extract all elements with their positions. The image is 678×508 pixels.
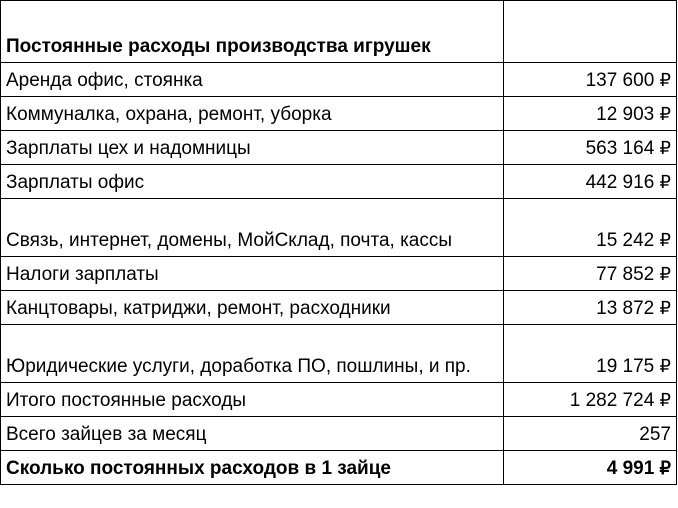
row-label: Аренда офис, стоянка xyxy=(1,63,504,97)
row-label: Юридические услуги, доработка ПО, пошлины, и пр. xyxy=(1,325,504,383)
row-label: Налоги зарплаты xyxy=(1,257,504,291)
row-label: Канцтовары, катриджи, ремонт, расходники xyxy=(1,291,504,325)
ruble-sign: ₽ xyxy=(659,138,671,158)
row-amount: 15 242 xyxy=(596,230,655,251)
row-amount: 257 xyxy=(639,424,671,445)
row-amount-cell xyxy=(504,257,677,291)
table-row xyxy=(1,199,677,257)
row-amount-cell xyxy=(504,199,677,257)
table-row xyxy=(1,257,677,291)
table-row-total xyxy=(1,383,677,417)
row-amount-cell xyxy=(504,325,677,383)
row-amount-cell xyxy=(504,417,677,451)
row-label: Итого постоянные расходы xyxy=(1,383,504,417)
table-row xyxy=(1,131,677,165)
row-amount: 13 872 xyxy=(596,298,655,319)
ruble-sign: ₽ xyxy=(659,356,671,376)
table-title: Постоянные расходы производства игрушек xyxy=(1,1,504,63)
table-row xyxy=(1,97,677,131)
row-amount: 19 175 xyxy=(596,356,655,377)
row-amount-cell xyxy=(504,97,677,131)
ruble-sign: ₽ xyxy=(659,70,671,90)
row-amount: 12 903 xyxy=(596,104,655,125)
table-row xyxy=(1,291,677,325)
row-amount-cell xyxy=(504,383,677,417)
ruble-sign: ₽ xyxy=(659,264,671,284)
row-amount: 137 600 xyxy=(585,70,655,91)
ruble-sign: ₽ xyxy=(659,458,671,478)
row-label: Всего зайцев за месяц xyxy=(1,417,504,451)
row-amount: 4 991 xyxy=(606,458,655,479)
table-row xyxy=(1,165,677,199)
ruble-sign: ₽ xyxy=(659,104,671,124)
row-amount: 563 164 xyxy=(585,138,655,159)
ruble-sign: ₽ xyxy=(659,298,671,318)
row-label: Сколько постоянных расходов в 1 зайце xyxy=(1,451,504,485)
ruble-sign: ₽ xyxy=(659,230,671,250)
row-amount: 442 916 xyxy=(585,172,655,193)
row-amount-cell xyxy=(504,165,677,199)
ruble-sign: ₽ xyxy=(659,172,671,192)
row-label: Зарплаты офис xyxy=(1,165,504,199)
row-amount-cell xyxy=(504,131,677,165)
table-row-count xyxy=(1,417,677,451)
row-amount: 1 282 724 xyxy=(569,390,655,411)
table-header-row xyxy=(1,1,677,63)
row-label: Коммуналка, охрана, ремонт, уборка xyxy=(1,97,504,131)
table-row-per-unit xyxy=(1,451,677,485)
table-row xyxy=(1,325,677,383)
row-amount-cell xyxy=(504,63,677,97)
row-label: Связь, интернет, домены, МойСклад, почта, кассы xyxy=(1,199,504,257)
header-value-cell xyxy=(504,1,677,63)
table-row xyxy=(1,63,677,97)
row-label: Зарплаты цех и надомницы xyxy=(1,131,504,165)
ruble-sign: ₽ xyxy=(659,390,671,410)
row-amount-cell xyxy=(504,291,677,325)
row-amount-cell xyxy=(504,451,677,485)
row-amount: 77 852 xyxy=(596,264,655,285)
